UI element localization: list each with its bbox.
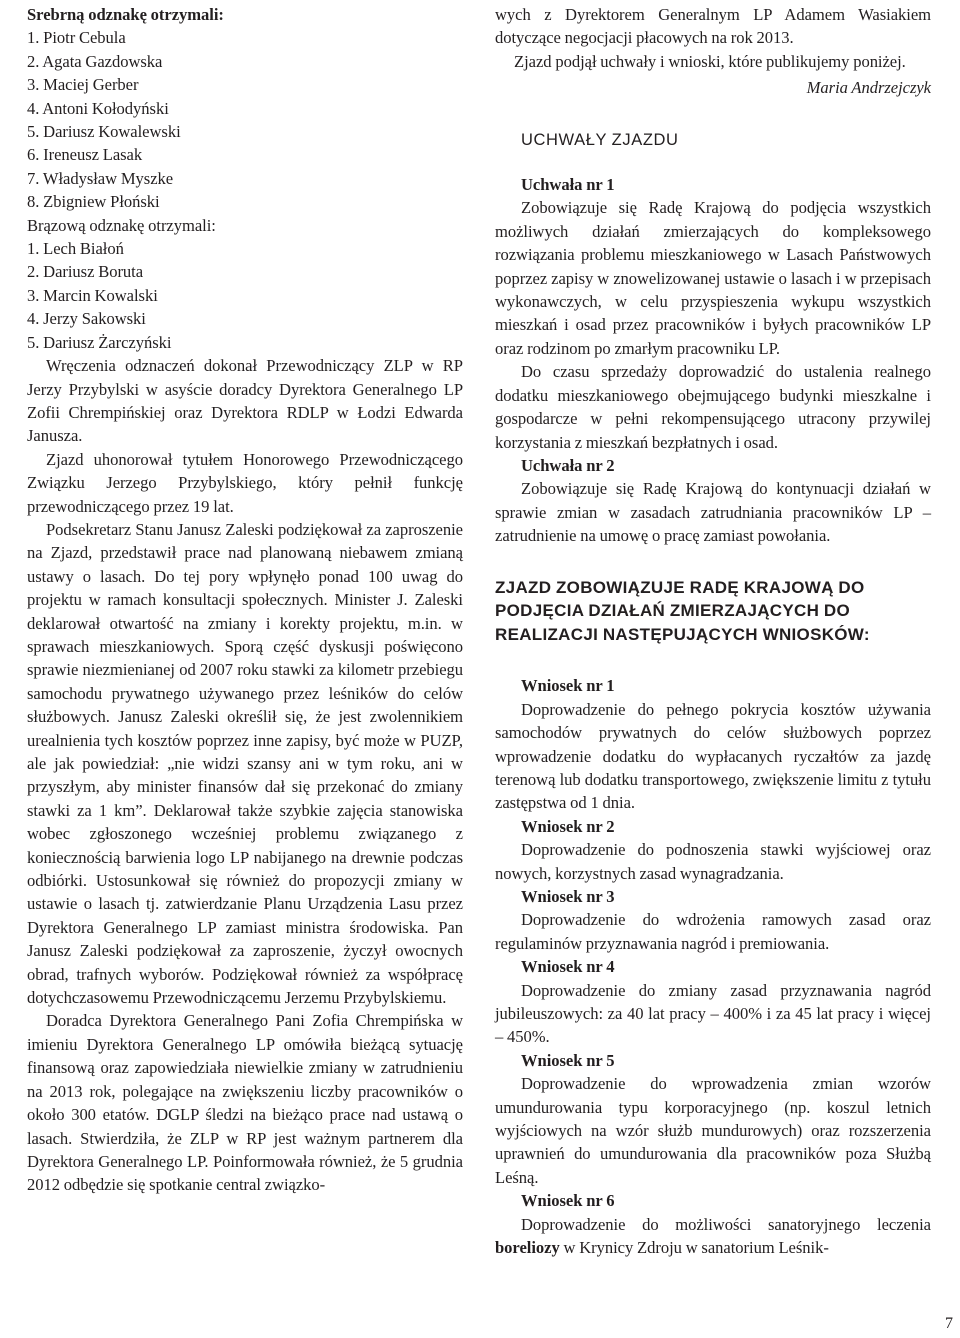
- resolution-2-label: Uchwała nr 2: [521, 455, 615, 475]
- bronze-badge-list: [27, 237, 463, 354]
- motion-3-label: Wniosek nr 3: [521, 886, 615, 906]
- motion-6-bold-term: boreliozy: [495, 1238, 560, 1258]
- paragraph-resolutions-intro: Zjazd podjął uchwały i wnioski, które publikujemy poniżej.: [514, 51, 906, 71]
- list-item: 1. Lech Białoń: [27, 239, 124, 259]
- article-author: Maria Andrzejczyk: [806, 78, 931, 98]
- resolution-1-text: Zobowiązuje się Radę Krajową do podjęcia wszystkich możliwych działań zmierzających do kompleksowego rozwiązania problemu mieszkaniowego w Lasach Państwowych poprzez zapisy w znowelizowanej ustawie o lasach i w przepisach wykonawczych, w celu przyspieszenia wykupu wszystkich mieszkań i osad przez pracowników i byłych pracowników LP oraz rodzinom po zmarłym pracowniku LP.: [495, 198, 931, 358]
- motion-2-text: Doprowadzenie do podnoszenia stawki wyjściowej oraz nowych, korzystnych zasad wynagradzania.: [495, 840, 931, 883]
- list-item: 2. Dariusz Boruta: [27, 262, 144, 282]
- bronze-badge-heading: Brązową odznakę otrzymali:: [27, 215, 216, 235]
- resolutions-heading: UCHWAŁY ZJAZDU: [521, 130, 679, 149]
- list-item: 4. Jerzy Sakowski: [27, 309, 146, 329]
- paragraph-continued: wych z Dyrektorem Generalnym LP Adamem Wasiakiem dotyczące negocjacji płacowych na rok 2013.: [495, 5, 931, 48]
- resolution-2-text: Zobowiązuje się Radę Krajową do kontynuacji działań w sprawie zmian w zasadach zatrudniania pracowników LP – zatrudnienie na umowę o pracę zamiast powołania.: [495, 479, 931, 546]
- motion-1-text: Doprowadzenie do pełnego pokrycia kosztów używania samochodów prywatnych do celów służbowych poprzez wprowadzenie dodatku do wypłacanych ryczałtów za jazdę terenową lub dodatku transportowego, zwiększenie limitu z tytułu zastępstwa od 1 dnia.: [495, 699, 931, 813]
- paragraph-chrempinska: Doradca Dyrektora Generalnego Pani Zofia Chrempińska w imieniu Dyrektora Generalnego LP omówiła bieżącą sytuację finansową oraz zapowiedziała niewielkie zmiany w zatrudnieniu na 2013 rok, polegające na zwiększeniu liczby pracowników o około 300 etatów. DGLP śledzi na bieżąco prace nad ustawą o lasach. Stwierdziła, że ZLP w RP jest ważnym partnerem dla Dyrektora Generalnego LP. Poinformowała również, że 5 grudnia 2012 odbędzie się spotkanie central związko-: [27, 1011, 463, 1195]
- motion-5-label: Wniosek nr 5: [521, 1050, 615, 1070]
- silver-badge-heading: Srebrną odznakę otrzymali:: [27, 5, 224, 24]
- motion-4-label: Wniosek nr 4: [521, 957, 615, 977]
- motion-6-text-end: w Krynicy Zdroju w sanatorium Leśnik-: [559, 1238, 829, 1258]
- motion-4-text: Doprowadzenie do zmiany zasad przyznawania nagród jubileuszowych: za 40 lat pracy – 400% i za 45 lat pracy i więcej – 450%.: [495, 980, 931, 1047]
- right-column: [495, 3, 931, 1259]
- list-item: 7. Władysław Myszke: [27, 168, 174, 188]
- list-item: 3. Marcin Kowalski: [27, 285, 158, 305]
- motion-6-text-start: Doprowadzenie do możliwości sanatoryjnego leczenia: [521, 1214, 931, 1234]
- list-item: 8. Zbigniew Płoński: [27, 192, 160, 212]
- motions-heading: ZJAZD ZOBOWIĄZUJE RADĘ KRAJOWĄ DO PODJĘCIA DZIAŁAŃ ZMIERZAJĄCYCH DO REALIZACJI NASTĘPUJĄCYCH WNIOSKÓW:: [495, 577, 870, 644]
- paragraph-awards: Wręczenia odznaczeń dokonał Przewodniczący ZLP w RP Jerzy Przybylski w asyście doradcy Dyrektora Generalnego LP Zofii Chrempińskiej oraz Dyrektora RDLP w Łodzi Edwarda Janusza.: [27, 356, 463, 446]
- list-item: 5. Dariusz Kowalewski: [27, 122, 181, 142]
- list-item: 4. Antoni Kołodyński: [27, 98, 169, 118]
- motion-5-text: Doprowadzenie do wprowadzenia zmian wzorów umundurowania typu korporacyjnego (np. koszul letnich wyjściowych na wzór służb mundurowych) oraz rozszerzenia uprawnień do umundurowania dla pracowników poza Służbą Leśną.: [495, 1074, 931, 1187]
- list-item: 3. Maciej Gerber: [27, 75, 139, 95]
- list-item: 5. Dariusz Żarczyński: [27, 332, 172, 352]
- silver-badge-list: [27, 26, 463, 213]
- left-column: [27, 3, 463, 1197]
- motion-6-label: Wniosek nr 6: [521, 1191, 615, 1211]
- resolution-1-label: Uchwała nr 1: [521, 175, 615, 195]
- motion-1-label: Wniosek nr 1: [521, 676, 615, 696]
- motion-3-text: Doprowadzenie do wdrożenia ramowych zasad oraz regulaminów przyznawania nagród i premiowania.: [495, 910, 931, 953]
- paragraph-zaleski: Podsekretarz Stanu Janusz Zaleski podziękował za zaproszenie na Zjazd, przedstawił prace nad planowaną niebawem zmianą ustawy o lasach. Do tej pory wpłynęło ponad 100 uwag do projektu w ramach konsultacji społecznych. Minister J. Zaleski deklarował otwartość na zmiany i korekty projektu, m.in. w sprawach mieszkaniowych. Sporą część dyskusji poświęcono sprawie niezmienianej od 2007 roku stawki za kilometr przebiegu samochodu prywatnego używanego przez leśników do celów służbowych. Janusz Zaleski określił się, że jest zwolennikiem urealnienia tych kosztów poprzez inne zapisy, być może w PUZP, ale jak powiedział: „nie widzi szansy ani w tym roku, ani w przyszłym, aby minister finansów dał się przekonać do zmiany stawki za 1 km”. Deklarował także szybkie zajęcia stanowiska wobec zgłoszonego wcześniej problemu związanego z koniecznością barwienia logo LP nabijanego na drewnie podczas odbiórki. Ustosunkował się również do propozycji zmiany w ustawie o lasach tj. zatwierdzanie Planu Urządzenia Lasu przez Dyrektora Generalnego LP zamiast ministra środowiska. Pan Janusz Zaleski podziękował za zaproszenie, życzył owocnych obrad, trafnych wyborów. Podziękował również za współpracę dotychczasowemu Przewodniczącemu Jerzemu Przybylskiemu.: [27, 519, 463, 1008]
- list-item: 6. Ireneusz Lasak: [27, 145, 143, 165]
- page-number: 7: [945, 1315, 953, 1332]
- resolution-1-text-continued: Do czasu sprzedaży doprowadzić do ustalenia realnego dodatku mieszkaniowego obejmującego budynki mieszkalne i gospodarcze w pełni rekompensującego utracony przywilej korzystania z mieszkań bezpłatnych i osad.: [495, 362, 931, 452]
- list-item: 1. Piotr Cebula: [27, 28, 126, 48]
- paragraph-honorary: Zjazd uhonorował tytułem Honorowego Przewodniczącego Związku Jerzego Przybylskiego, który pełnił funkcję przewodniczącego przez 19 lat.: [27, 449, 463, 516]
- list-item: 2. Agata Gazdowska: [27, 51, 163, 71]
- motion-2-label: Wniosek nr 2: [521, 816, 615, 836]
- motion-6-text: [495, 1213, 931, 1260]
